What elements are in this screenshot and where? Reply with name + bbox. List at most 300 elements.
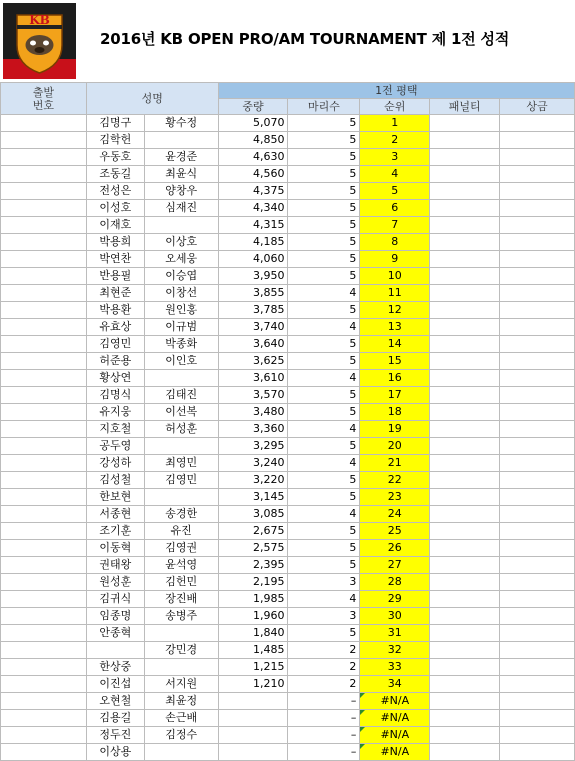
prize-cell bbox=[500, 710, 575, 727]
prize-cell bbox=[500, 574, 575, 591]
name2-cell: 심재진 bbox=[144, 200, 218, 217]
prize-cell bbox=[500, 353, 575, 370]
rank-cell: 26 bbox=[360, 540, 430, 557]
weight-cell: 4,560 bbox=[218, 166, 288, 183]
fish-count-cell: 5 bbox=[288, 183, 360, 200]
name2-cell: 이규범 bbox=[144, 319, 218, 336]
start-number-cell bbox=[1, 710, 87, 727]
penalty-cell bbox=[430, 506, 500, 523]
name1-cell: 조기훈 bbox=[86, 523, 144, 540]
start-number-cell bbox=[1, 285, 87, 302]
start-number-cell bbox=[1, 574, 87, 591]
name1-cell: 강성하 bbox=[86, 455, 144, 472]
name2-cell: 강민경 bbox=[144, 642, 218, 659]
start-number-cell bbox=[1, 217, 87, 234]
table-row bbox=[1, 625, 575, 642]
fish-count-cell: 5 bbox=[288, 472, 360, 489]
rank-cell: 17 bbox=[360, 387, 430, 404]
weight-cell: 5,070 bbox=[218, 115, 288, 132]
name2-cell: 이인호 bbox=[144, 353, 218, 370]
rank-cell: #N/A bbox=[360, 744, 430, 761]
table-row bbox=[1, 149, 575, 166]
fish-count-cell: 5 bbox=[288, 268, 360, 285]
penalty-cell bbox=[430, 115, 500, 132]
name1-cell: 김귀식 bbox=[86, 591, 144, 608]
page-title: 2016년 KB OPEN PRO/AM TOURNAMENT 제 1전 성적 bbox=[100, 30, 510, 48]
start-number-cell bbox=[1, 183, 87, 200]
name2-cell: 김헌민 bbox=[144, 574, 218, 591]
start-number-cell bbox=[1, 591, 87, 608]
fish-count-cell: – bbox=[288, 744, 360, 761]
name1-cell: 우동호 bbox=[86, 149, 144, 166]
rank-cell: 13 bbox=[360, 319, 430, 336]
prize-cell bbox=[500, 557, 575, 574]
table-row bbox=[1, 438, 575, 455]
name1-cell: 이상용 bbox=[86, 744, 144, 761]
prize-cell bbox=[500, 642, 575, 659]
fish-count-cell: 5 bbox=[288, 557, 360, 574]
table-row bbox=[1, 132, 575, 149]
prize-cell bbox=[500, 438, 575, 455]
rank-cell: 4 bbox=[360, 166, 430, 183]
name2-cell: 송경한 bbox=[144, 506, 218, 523]
name2-cell: 손근배 bbox=[144, 710, 218, 727]
table-row bbox=[1, 676, 575, 693]
name2-cell: 김태진 bbox=[144, 387, 218, 404]
penalty-cell bbox=[430, 166, 500, 183]
table-row bbox=[1, 404, 575, 421]
table-row bbox=[1, 506, 575, 523]
start-number-cell bbox=[1, 659, 87, 676]
rank-cell: 6 bbox=[360, 200, 430, 217]
rank-cell: 27 bbox=[360, 557, 430, 574]
penalty-cell bbox=[430, 676, 500, 693]
start-number-cell bbox=[1, 676, 87, 693]
name1-cell: 서종현 bbox=[86, 506, 144, 523]
table-row bbox=[1, 523, 575, 540]
name1-cell: 허준용 bbox=[86, 353, 144, 370]
name1-cell: 김학헌 bbox=[86, 132, 144, 149]
name2-cell bbox=[144, 744, 218, 761]
table-row bbox=[1, 370, 575, 387]
name-header: 성명 bbox=[86, 83, 218, 115]
rank-cell: 20 bbox=[360, 438, 430, 455]
table-row bbox=[1, 540, 575, 557]
start-number-cell bbox=[1, 166, 87, 183]
penalty-cell bbox=[430, 625, 500, 642]
name2-cell bbox=[144, 438, 218, 455]
penalty-cell bbox=[430, 744, 500, 761]
name1-cell: 이동혁 bbox=[86, 540, 144, 557]
name1-cell: 김용길 bbox=[86, 710, 144, 727]
table-row bbox=[1, 387, 575, 404]
start-number-cell bbox=[1, 268, 87, 285]
table-row bbox=[1, 744, 575, 761]
rank-cell: 28 bbox=[360, 574, 430, 591]
table-row bbox=[1, 251, 575, 268]
weight-cell: 3,785 bbox=[218, 302, 288, 319]
weight-cell: 4,850 bbox=[218, 132, 288, 149]
weight-cell: 3,570 bbox=[218, 387, 288, 404]
prize-cell bbox=[500, 421, 575, 438]
name2-cell bbox=[144, 659, 218, 676]
name1-cell: 유효상 bbox=[86, 319, 144, 336]
name1-cell: 황상연 bbox=[86, 370, 144, 387]
name2-cell: 유진 bbox=[144, 523, 218, 540]
penalty-cell bbox=[430, 523, 500, 540]
penalty-cell bbox=[430, 353, 500, 370]
weight-cell: 1,210 bbox=[218, 676, 288, 693]
name1-cell: 공두영 bbox=[86, 438, 144, 455]
name1-cell bbox=[86, 642, 144, 659]
table-row bbox=[1, 268, 575, 285]
name2-cell: 이창선 bbox=[144, 285, 218, 302]
rank-cell: 18 bbox=[360, 404, 430, 421]
name2-cell: 황수정 bbox=[144, 115, 218, 132]
rank-cell: 24 bbox=[360, 506, 430, 523]
fish-count-cell: 5 bbox=[288, 302, 360, 319]
start-number-cell bbox=[1, 251, 87, 268]
prize-cell bbox=[500, 625, 575, 642]
prize-cell bbox=[500, 200, 575, 217]
penalty-cell bbox=[430, 217, 500, 234]
name1-cell: 김명식 bbox=[86, 387, 144, 404]
penalty-cell bbox=[430, 251, 500, 268]
fish-count-cell: 5 bbox=[288, 336, 360, 353]
weight-cell: 3,145 bbox=[218, 489, 288, 506]
prize-cell bbox=[500, 319, 575, 336]
prize-cell bbox=[500, 217, 575, 234]
table-row bbox=[1, 200, 575, 217]
prize-cell bbox=[500, 115, 575, 132]
fish-count-cell: 2 bbox=[288, 659, 360, 676]
weight-cell: 3,240 bbox=[218, 455, 288, 472]
weight-cell: 3,610 bbox=[218, 370, 288, 387]
fish-count-header: 마리수 bbox=[288, 99, 360, 115]
round-header: 1전 평택 bbox=[218, 83, 574, 99]
fish-count-cell: 4 bbox=[288, 506, 360, 523]
rank-cell: 32 bbox=[360, 642, 430, 659]
penalty-cell bbox=[430, 455, 500, 472]
fish-count-cell: 5 bbox=[288, 438, 360, 455]
rank-cell: 1 bbox=[360, 115, 430, 132]
rank-cell: 22 bbox=[360, 472, 430, 489]
table-row bbox=[1, 659, 575, 676]
start-number-cell bbox=[1, 642, 87, 659]
rank-cell: 2 bbox=[360, 132, 430, 149]
name2-cell: 윤경준 bbox=[144, 149, 218, 166]
penalty-cell bbox=[430, 540, 500, 557]
penalty-cell bbox=[430, 421, 500, 438]
name2-cell bbox=[144, 217, 218, 234]
name2-cell: 김정수 bbox=[144, 727, 218, 744]
penalty-cell bbox=[430, 608, 500, 625]
fish-count-cell: 3 bbox=[288, 574, 360, 591]
penalty-cell bbox=[430, 149, 500, 166]
name1-cell: 임종명 bbox=[86, 608, 144, 625]
fish-count-cell: 5 bbox=[288, 149, 360, 166]
penalty-cell bbox=[430, 183, 500, 200]
table-row bbox=[1, 336, 575, 353]
prize-cell bbox=[500, 540, 575, 557]
weight-cell: 1,985 bbox=[218, 591, 288, 608]
weight-cell bbox=[218, 710, 288, 727]
weight-cell: 4,185 bbox=[218, 234, 288, 251]
prize-cell bbox=[500, 149, 575, 166]
prize-cell bbox=[500, 166, 575, 183]
weight-cell: 3,480 bbox=[218, 404, 288, 421]
weight-cell: 2,675 bbox=[218, 523, 288, 540]
start-number-cell bbox=[1, 472, 87, 489]
fish-count-cell: 5 bbox=[288, 234, 360, 251]
name2-cell: 김영권 bbox=[144, 540, 218, 557]
rank-cell: 8 bbox=[360, 234, 430, 251]
weight-cell bbox=[218, 693, 288, 710]
name2-cell: 최영민 bbox=[144, 455, 218, 472]
weight-cell: 1,840 bbox=[218, 625, 288, 642]
fish-count-cell: 5 bbox=[288, 115, 360, 132]
start-number-cell bbox=[1, 727, 87, 744]
name1-cell: 유지웅 bbox=[86, 404, 144, 421]
prize-cell bbox=[500, 404, 575, 421]
name1-cell: 반용필 bbox=[86, 268, 144, 285]
weight-cell: 4,630 bbox=[218, 149, 288, 166]
prize-cell bbox=[500, 234, 575, 251]
table-row bbox=[1, 319, 575, 336]
penalty-cell bbox=[430, 710, 500, 727]
fish-count-cell: 5 bbox=[288, 523, 360, 540]
prize-cell bbox=[500, 676, 575, 693]
name1-cell: 김성철 bbox=[86, 472, 144, 489]
rank-cell: #N/A bbox=[360, 710, 430, 727]
penalty-cell bbox=[430, 557, 500, 574]
fish-count-cell: 5 bbox=[288, 387, 360, 404]
prize-cell bbox=[500, 472, 575, 489]
weight-cell: 3,855 bbox=[218, 285, 288, 302]
penalty-cell bbox=[430, 659, 500, 676]
fish-count-cell: 5 bbox=[288, 404, 360, 421]
rank-cell: #N/A bbox=[360, 693, 430, 710]
weight-cell: 4,315 bbox=[218, 217, 288, 234]
prize-cell bbox=[500, 132, 575, 149]
weight-cell: 2,195 bbox=[218, 574, 288, 591]
fish-count-cell: 4 bbox=[288, 591, 360, 608]
start-number-cell bbox=[1, 336, 87, 353]
name2-cell: 최윤정 bbox=[144, 693, 218, 710]
table-row bbox=[1, 455, 575, 472]
start-number-cell bbox=[1, 115, 87, 132]
weight-cell: 1,960 bbox=[218, 608, 288, 625]
name1-cell: 한상중 bbox=[86, 659, 144, 676]
table-row bbox=[1, 489, 575, 506]
weight-cell: 3,740 bbox=[218, 319, 288, 336]
table-row bbox=[1, 472, 575, 489]
name1-cell: 원성훈 bbox=[86, 574, 144, 591]
fish-count-cell: 4 bbox=[288, 319, 360, 336]
prize-cell bbox=[500, 336, 575, 353]
name1-cell: 김영민 bbox=[86, 336, 144, 353]
name1-cell: 지호철 bbox=[86, 421, 144, 438]
table-row bbox=[1, 353, 575, 370]
name2-cell bbox=[144, 625, 218, 642]
name1-cell: 김명구 bbox=[86, 115, 144, 132]
rank-cell: 34 bbox=[360, 676, 430, 693]
start-number-cell bbox=[1, 132, 87, 149]
rank-cell: 23 bbox=[360, 489, 430, 506]
name2-cell: 이승엽 bbox=[144, 268, 218, 285]
start-number-cell bbox=[1, 523, 87, 540]
fish-count-cell: 5 bbox=[288, 166, 360, 183]
start-number-cell bbox=[1, 421, 87, 438]
weight-cell: 3,295 bbox=[218, 438, 288, 455]
fish-count-cell: 5 bbox=[288, 540, 360, 557]
weight-cell: 3,625 bbox=[218, 353, 288, 370]
start-number-header: 출발 번호 bbox=[1, 83, 87, 115]
name2-cell: 장진배 bbox=[144, 591, 218, 608]
start-number-cell bbox=[1, 693, 87, 710]
name1-cell: 박연찬 bbox=[86, 251, 144, 268]
fish-count-cell: 5 bbox=[288, 200, 360, 217]
fish-count-cell: 2 bbox=[288, 642, 360, 659]
name1-cell: 안종혁 bbox=[86, 625, 144, 642]
rank-cell: 9 bbox=[360, 251, 430, 268]
name2-cell: 김영민 bbox=[144, 472, 218, 489]
bulldog-emblem-logo bbox=[3, 3, 76, 79]
name2-cell: 송병주 bbox=[144, 608, 218, 625]
start-number-cell bbox=[1, 625, 87, 642]
penalty-cell bbox=[430, 693, 500, 710]
penalty-cell bbox=[430, 302, 500, 319]
rank-cell: 5 bbox=[360, 183, 430, 200]
penalty-cell bbox=[430, 642, 500, 659]
prize-cell bbox=[500, 659, 575, 676]
start-number-cell bbox=[1, 608, 87, 625]
name2-cell: 오세웅 bbox=[144, 251, 218, 268]
penalty-cell bbox=[430, 132, 500, 149]
fish-count-cell: 5 bbox=[288, 132, 360, 149]
prize-cell bbox=[500, 370, 575, 387]
name1-cell: 박용희 bbox=[86, 234, 144, 251]
rank-cell: 16 bbox=[360, 370, 430, 387]
rank-cell: 11 bbox=[360, 285, 430, 302]
start-number-cell bbox=[1, 200, 87, 217]
weight-cell: 3,950 bbox=[218, 268, 288, 285]
start-number-cell bbox=[1, 353, 87, 370]
penalty-header: 패널티 bbox=[430, 99, 500, 115]
table-row bbox=[1, 421, 575, 438]
weight-cell: 3,640 bbox=[218, 336, 288, 353]
report-header bbox=[0, 0, 575, 82]
start-number-cell bbox=[1, 387, 87, 404]
penalty-cell bbox=[430, 336, 500, 353]
weight-cell: 2,395 bbox=[218, 557, 288, 574]
name2-cell bbox=[144, 132, 218, 149]
table-row bbox=[1, 166, 575, 183]
prize-cell bbox=[500, 489, 575, 506]
fish-count-cell: 4 bbox=[288, 455, 360, 472]
fish-count-cell: 4 bbox=[288, 370, 360, 387]
name2-cell: 박종화 bbox=[144, 336, 218, 353]
weight-cell: 1,485 bbox=[218, 642, 288, 659]
table-row bbox=[1, 285, 575, 302]
penalty-cell bbox=[430, 489, 500, 506]
rank-cell: 7 bbox=[360, 217, 430, 234]
weight-cell: 3,085 bbox=[218, 506, 288, 523]
weight-cell: 1,215 bbox=[218, 659, 288, 676]
rank-cell: 31 bbox=[360, 625, 430, 642]
name1-cell: 조동길 bbox=[86, 166, 144, 183]
rank-cell: 25 bbox=[360, 523, 430, 540]
start-number-cell bbox=[1, 404, 87, 421]
name1-cell: 이성호 bbox=[86, 200, 144, 217]
penalty-cell bbox=[430, 319, 500, 336]
prize-cell bbox=[500, 302, 575, 319]
weight-cell: 4,060 bbox=[218, 251, 288, 268]
results-table bbox=[0, 82, 575, 761]
fish-count-cell: 5 bbox=[288, 217, 360, 234]
table-row bbox=[1, 642, 575, 659]
name1-cell: 이진섭 bbox=[86, 676, 144, 693]
name2-cell: 양창우 bbox=[144, 183, 218, 200]
weight-header: 중량 bbox=[218, 99, 288, 115]
prize-cell bbox=[500, 285, 575, 302]
prize-cell bbox=[500, 251, 575, 268]
name2-cell: 원인홍 bbox=[144, 302, 218, 319]
rank-cell: 19 bbox=[360, 421, 430, 438]
fish-count-cell: 3 bbox=[288, 608, 360, 625]
table-row bbox=[1, 574, 575, 591]
penalty-cell bbox=[430, 727, 500, 744]
table-row bbox=[1, 234, 575, 251]
rank-cell: 3 bbox=[360, 149, 430, 166]
start-number-cell bbox=[1, 234, 87, 251]
rank-header: 순위 bbox=[360, 99, 430, 115]
penalty-cell bbox=[430, 438, 500, 455]
prize-cell bbox=[500, 693, 575, 710]
start-number-cell bbox=[1, 319, 87, 336]
rank-cell: 15 bbox=[360, 353, 430, 370]
fish-count-cell: – bbox=[288, 727, 360, 744]
name1-cell: 전성은 bbox=[86, 183, 144, 200]
name1-cell: 최현준 bbox=[86, 285, 144, 302]
start-number-cell bbox=[1, 506, 87, 523]
name2-cell: 이상호 bbox=[144, 234, 218, 251]
fish-count-cell: – bbox=[288, 710, 360, 727]
start-number-cell bbox=[1, 302, 87, 319]
rank-cell: 12 bbox=[360, 302, 430, 319]
rank-cell: 29 bbox=[360, 591, 430, 608]
start-number-cell bbox=[1, 489, 87, 506]
start-number-cell bbox=[1, 455, 87, 472]
fish-count-cell: 5 bbox=[288, 251, 360, 268]
rank-cell: 21 bbox=[360, 455, 430, 472]
weight-cell: 3,220 bbox=[218, 472, 288, 489]
start-number-cell bbox=[1, 744, 87, 761]
prize-cell bbox=[500, 183, 575, 200]
start-number-cell bbox=[1, 540, 87, 557]
penalty-cell bbox=[430, 472, 500, 489]
name2-cell: 서지원 bbox=[144, 676, 218, 693]
rank-cell: 33 bbox=[360, 659, 430, 676]
weight-cell: 4,340 bbox=[218, 200, 288, 217]
prize-header: 상금 bbox=[500, 99, 575, 115]
name1-cell: 오현철 bbox=[86, 693, 144, 710]
penalty-cell bbox=[430, 285, 500, 302]
table-row bbox=[1, 557, 575, 574]
weight-cell: 3,360 bbox=[218, 421, 288, 438]
start-number-cell bbox=[1, 557, 87, 574]
fish-count-cell: 4 bbox=[288, 285, 360, 302]
